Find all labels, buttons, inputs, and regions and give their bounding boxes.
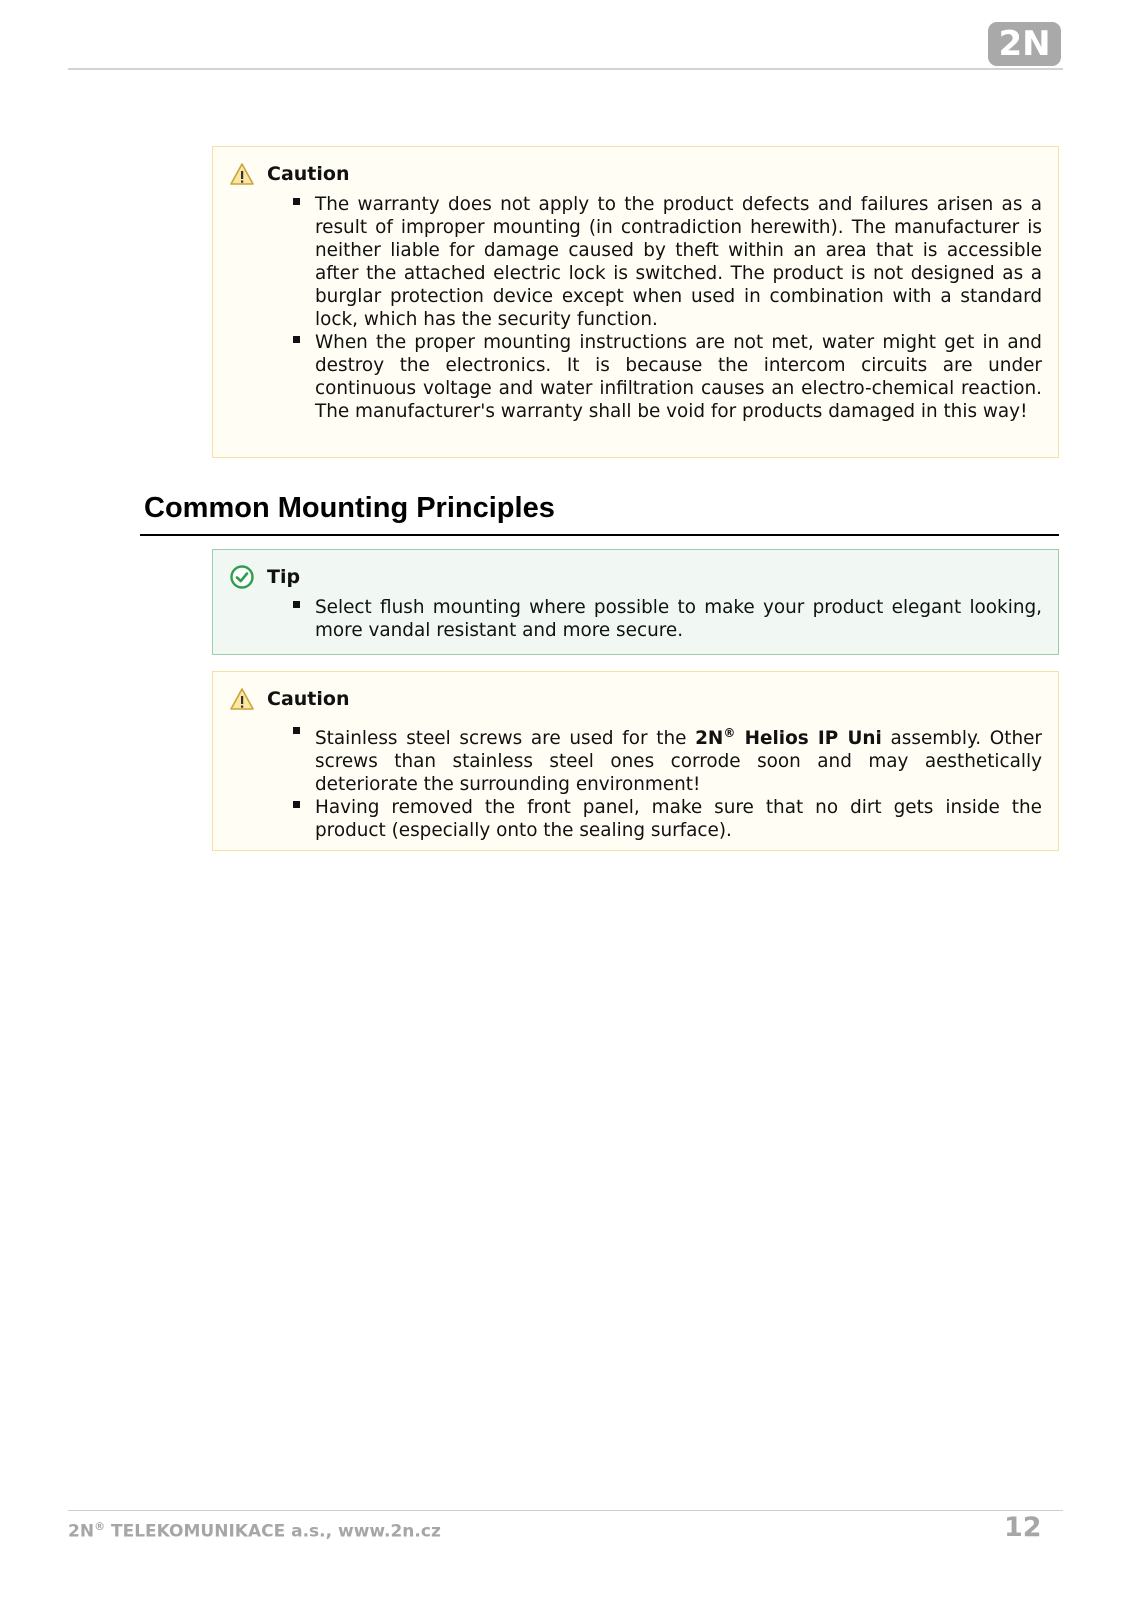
footer-registered-mark: ® bbox=[94, 1520, 106, 1533]
footer-company-text: TELEKOMUNIKACE a.s., www.2n.cz bbox=[105, 1521, 441, 1542]
caution-header bbox=[229, 161, 1042, 187]
caution-panel-warranty bbox=[212, 146, 1059, 458]
footer-rule bbox=[68, 1510, 1063, 1511]
caution-list bbox=[229, 722, 1042, 842]
caution-title: Caution bbox=[267, 163, 350, 185]
section-rule bbox=[140, 534, 1059, 536]
tip-header bbox=[229, 564, 1042, 590]
warning-triangle-icon bbox=[229, 686, 255, 712]
check-circle-icon bbox=[229, 564, 255, 590]
list-item bbox=[315, 722, 1042, 796]
tip-list bbox=[229, 596, 1042, 642]
caution-header bbox=[229, 686, 1042, 712]
brand-logo: 2N bbox=[988, 22, 1061, 66]
product-name bbox=[695, 728, 882, 749]
section-title: Common Mounting Principles bbox=[144, 492, 555, 524]
list-item: When the proper mounting instructions are not met, water might get in and destroy the electronics. It is because the intercom circuits are under continuous voltage and water infiltration causes an electro-chemical reaction. The manufacturer's warranty shall be void for products damaged in this way! bbox=[315, 332, 1042, 422]
item-text: assembly. Other screws than stainless steel ones corrode soon and may aesthetically deteriorate the surrounding environment! bbox=[315, 728, 1042, 796]
warning-triangle-icon bbox=[229, 161, 255, 187]
registered-mark: ® bbox=[723, 726, 736, 740]
brand-text: 2N bbox=[695, 728, 724, 750]
page-number: 12 bbox=[1004, 1512, 1042, 1543]
list-item: Select flush mounting where possible to make your product elegant looking, more vandal resistant and more secure. bbox=[315, 597, 1042, 641]
tip-panel bbox=[212, 549, 1059, 655]
list-item: The warranty does not apply to the product defects and failures arisen as a result of improper mounting (in contradiction herewith). The manufacturer is neither liable for damage caused by theft within an area that is accessible after the attached electric lock is switched. The product is not designed as a burglar protection device except when used in combination with a standard lock, which has the security function. bbox=[315, 194, 1042, 330]
list-item: Having removed the front panel, make sure that no dirt gets inside the product (especially onto the sealing surface). bbox=[315, 797, 1042, 842]
footer-company bbox=[68, 1520, 441, 1542]
caution-panel-screws bbox=[212, 671, 1059, 851]
product-text: Helios IP Uni bbox=[735, 728, 882, 750]
tip-title: Tip bbox=[267, 566, 301, 588]
item-text: Stainless steel screws are used for the bbox=[315, 728, 696, 750]
footer-brand: 2N bbox=[68, 1521, 95, 1542]
caution-list bbox=[229, 193, 1042, 423]
header-rule bbox=[68, 68, 1063, 70]
caution-title: Caution bbox=[267, 688, 350, 710]
